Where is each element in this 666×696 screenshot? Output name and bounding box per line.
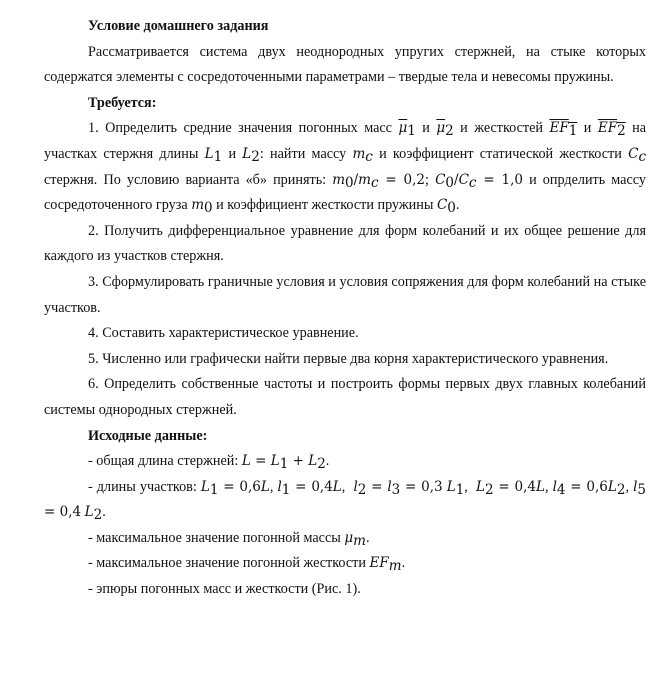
segment-lengths-item: - длины участков: $L_1 = 0,6L$, $l_1 = 0,4L$, $l_2 = l_3 = 0,3$ $L_1$, $L_2 = 0,4L$, $l_4 = 0,6L_2$, $l_5 = 0,4$ $L_2$. bbox=[44, 478, 647, 524]
source-data-heading: Исходные данные: bbox=[88, 427, 208, 444]
intro-paragraph: Рассматривается система двух неоднородных упругих стержней, на стыке которых содержатся элементы с сосредоточенными параметрами – твердые тела и невесомы пружины. bbox=[44, 43, 646, 86]
max-mass-item: - максимальное значение погонной массы $\mu_m$. bbox=[88, 529, 370, 549]
task-6: 6. Определить собственные частоты и построить формы первых двух главных колебаний системы однородных стержней. bbox=[44, 376, 646, 418]
diagrams-item: - эпюры погонных масс и жесткости (Рис. 1). bbox=[88, 581, 361, 598]
document-title: Условие домашнего задания bbox=[88, 18, 269, 34]
task-1: 1. Определить средние значения погонных масс $\overline{\mu}_1$ и $\overline{\mu}_2$ и жесткостей $EF_1$ и $EF_2$ на участках стержня длины $L_1$ и $L_2$: найти массу $m_c$ и коэффициент статической жесткости $C_c$ стержня. По условию варианта «б» принять: $m_0/m_c = 0,2$; $C_0/C_c = 1,0$ и опрделить массу сосредоточенного груза $m_0$ и коэффициент жесткости пружины $C_0$. bbox=[44, 120, 647, 217]
required-heading: Требуется: bbox=[88, 94, 157, 111]
task-2: 2. Получить дифференциальное уравнение для форм колебаний и их общее решение для каждого из участков стержня. bbox=[44, 222, 646, 265]
task-3: 3. Сформулировать граничные условия и условия сопряжения для форм колебаний на стыке участков. bbox=[44, 273, 646, 316]
task-5: 5. Численно или графически найти первые два корня характеристического уравнения. bbox=[88, 350, 609, 367]
task-4: 4. Составить характеристическое уравнение. bbox=[88, 325, 359, 342]
max-stiffness-item: - максимальное значение погонной жесткости $EF_m$. bbox=[88, 555, 406, 575]
total-length-item: - общая длина стержней: $L = L_1 + L_2$. bbox=[88, 453, 330, 473]
